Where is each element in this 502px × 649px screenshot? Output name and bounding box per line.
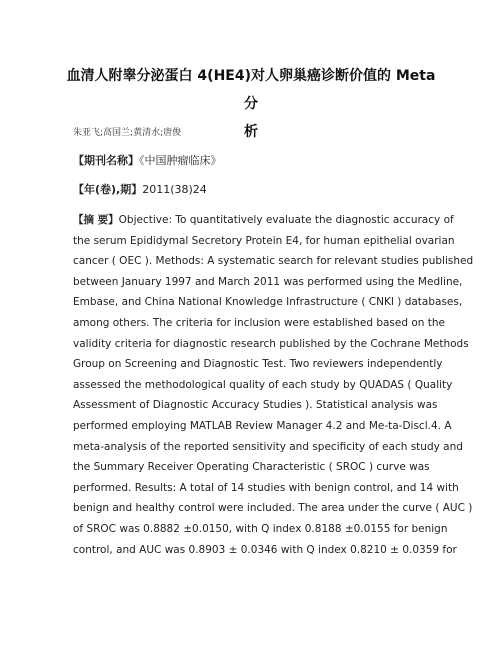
abstract-line: the Summary Receiver Operating Characteristic ( SROC ) curve was xyxy=(73,461,430,474)
abstract-line: among others. The criteria for inclusion were established based on the xyxy=(73,316,445,329)
authors: 朱亚飞;高国兰;黄清水;唐俊 xyxy=(73,128,182,138)
title-line-2: 析 xyxy=(244,124,258,140)
abstract-text: Objective: To quantitatively evaluate the diagnostic accuracy of xyxy=(118,214,454,226)
year-label: 【年(卷),期】 xyxy=(73,183,143,196)
year-value: 2011(38)24 xyxy=(142,183,207,196)
journal-value: 《中国肿瘤临床》 xyxy=(139,154,222,167)
year-line xyxy=(73,181,207,197)
abstract-line: meta-analysis of the reported sensitivity and specificity of each study and xyxy=(73,440,463,453)
abstract-line: Embase, and China National Knowledge Infrastructure ( CNKI ) databases, xyxy=(73,296,463,309)
abstract-line xyxy=(73,210,454,231)
journal-label: 【期刊名称】 xyxy=(73,154,139,167)
abstract-line: of SROC was 0.8882 ±0.0150, with Q index 0.8188 ±0.0155 for benign xyxy=(73,522,448,535)
abstract-label: 【摘 要】 xyxy=(73,214,119,226)
abstract-line: Assessment of Diagnostic Accuracy Studies ). Statistical analysis was xyxy=(73,399,438,412)
abstract-line: Group on Screening and Diagnostic Test. Two reviewers independently xyxy=(73,358,443,371)
abstract-line: performed. Results: A total of 14 studies with benign control, and 14 with xyxy=(73,481,459,494)
abstract-line: benign and healthy control were included. The area under the curve ( AUC ) xyxy=(73,502,473,515)
abstract-line: the serum Epididymal Secretory Protein E4, for human epithelial ovarian xyxy=(73,234,455,247)
abstract xyxy=(73,210,474,560)
journal-line xyxy=(73,152,222,168)
abstract-line: between January 1997 and March 2011 was performed using the Medline, xyxy=(73,275,463,288)
abstract-line: cancer ( OEC ). Methods: A systematic search for relevant studies published xyxy=(73,255,474,268)
abstract-line: performed employing MATLAB Review Manager 4.2 and Me-ta-Discl.4. A xyxy=(73,419,452,432)
abstract-line: control, and AUC was 0.8903 ± 0.0346 with Q index 0.8210 ± 0.0359 for xyxy=(73,543,457,556)
abstract-line: assessed the methodological quality of each study by QUADAS ( Quality xyxy=(73,378,453,391)
title-line-1: 血清人附睾分泌蛋白 4(HE4)对人卵巢癌诊断价值的 Meta 分 xyxy=(66,68,436,112)
abstract-line: validity criteria for diagnostic research published by the Cochrane Methods xyxy=(73,337,469,350)
